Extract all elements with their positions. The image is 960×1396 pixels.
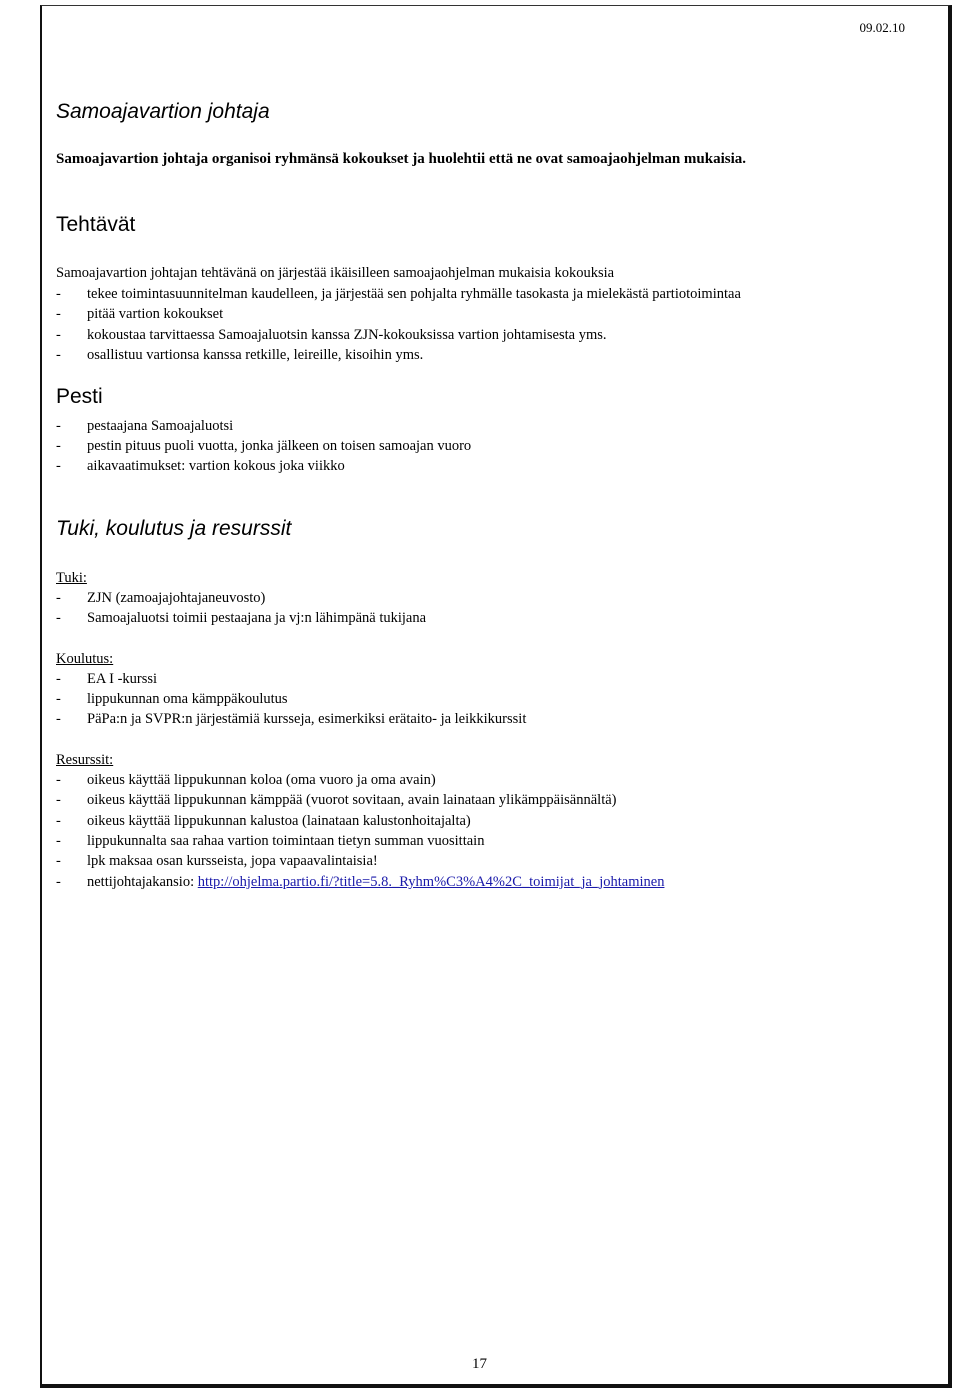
list-item: - tekee toimintasuunnitelman kaudelleen, ja järjestää sen pohjalta ryhmälle tasokasta ja mielekästä partiotoimintaa: [56, 286, 741, 302]
list-item: - ZJN (zamoajajohtajaneuvosto): [56, 590, 266, 606]
list-item: - pestin pituus puoli vuotta, jonka jälkeen on toisen samoajan vuoro: [56, 438, 472, 454]
heading-tehtavat: Tehtävät: [56, 213, 136, 236]
list-item: - EA I -kurssi: [56, 671, 158, 687]
list-item: - Samoajaluotsi toimii pestaajana ja vj:n lähimpänä tukijana: [56, 610, 427, 626]
koulutus-label: Koulutus:: [56, 651, 114, 667]
list-item: - lpk maksaa osan kursseista, jopa vapaavalintaisia!: [56, 853, 378, 869]
heading-tuki-koulutus-resurssit: Tuki, koulutus ja resurssit: [56, 517, 292, 540]
list-item: - oikeus käyttää lippukunnan kalustoa (lainataan kalustonhoitajalta): [56, 813, 471, 829]
list-item: - lippukunnalta saa rahaa vartion toimintaan tietyn summan vuosittain: [56, 833, 485, 849]
list-item: - PäPa:n ja SVPR:n järjestämiä kursseja, esimerkiksi erätaito- ja leikkikurssit: [56, 711, 527, 727]
tuki-label: Tuki:: [56, 570, 87, 586]
nettijohtajakansio-link[interactable]: http://ohjelma.partio.fi/?title=5.8._Ryhm%C3%A4%2C_toimijat_ja_johtaminen: [197, 874, 665, 890]
list-item: - pestaajana Samoajaluotsi: [56, 418, 234, 434]
intro-paragraph: Samoajavartion johtaja organisoi ryhmänsä kokoukset ja huolehtii että ne ovat samoajaohjelman mukaisia.: [56, 151, 747, 167]
list-item: - oikeus käyttää lippukunnan kämppää (vuorot sovitaan, avain lainataan ylikämppäisännältä): [56, 792, 617, 808]
list-item: - aikavaatimukset: vartion kokous joka viikko: [56, 458, 345, 474]
list-item: - osallistuu vartionsa kanssa retkille, leireille, kisoihin yms.: [56, 347, 424, 363]
page-number: 17: [472, 1356, 487, 1372]
tehtavat-lead: Samoajavartion johtajan tehtävänä on järjestää ikäisilleen samoajaohjelman mukaisia kokouksia: [56, 265, 615, 281]
page-title: Samoajavartion johtaja: [56, 100, 270, 123]
list-item: - pitää vartion kokoukset: [56, 306, 224, 322]
list-item: - lippukunnan oma kämppäkoulutus: [56, 691, 288, 707]
resurssit-label: Resurssit:: [56, 752, 114, 768]
header-date: 09.02.10: [859, 20, 905, 35]
list-item: - kokoustaa tarvittaessa Samoajaluotsin kanssa ZJN-kokouksissa vartion johtamisesta yms.: [56, 327, 607, 343]
list-item: - oikeus käyttää lippukunnan koloa (oma vuoro ja oma avain): [56, 772, 436, 788]
heading-pesti: Pesti: [56, 385, 103, 408]
list-item: - nettijohtajakansio: http://ohjelma.partio.fi/?title=5.8._Ryhm%C3%A4%2C_toimijat_ja_johtaminen: [56, 874, 665, 890]
